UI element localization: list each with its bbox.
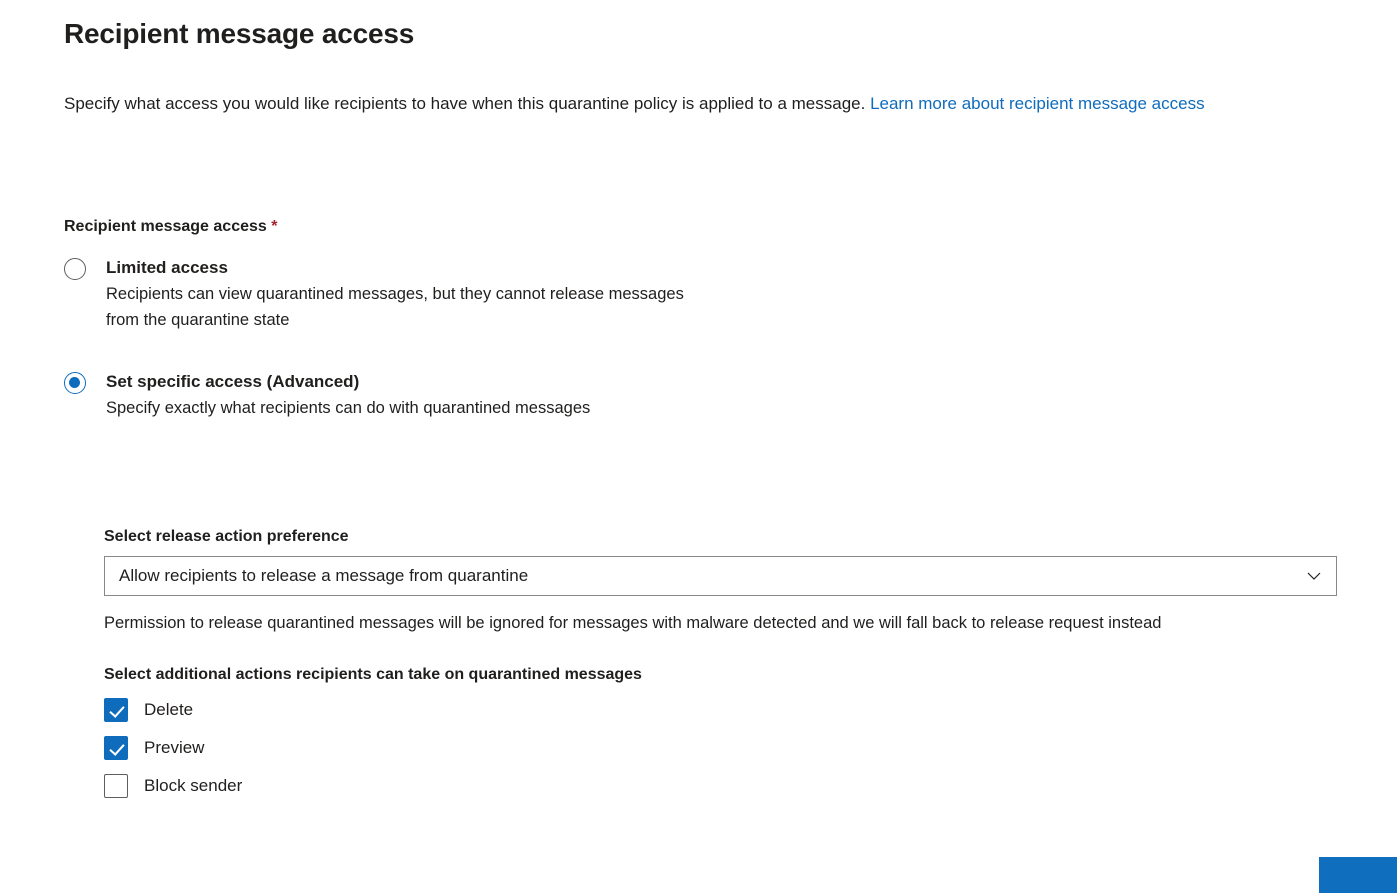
radio-set-specific-access-label[interactable]: Set specific access (Advanced) <box>106 372 360 391</box>
page-title: Recipient message access <box>64 18 415 49</box>
release-action-helper-text: Permission to release quarantined messages will be ignored for messages with malware detected and we will fall back to release request instead <box>104 614 1162 632</box>
required-indicator: * <box>271 218 278 235</box>
checkbox-block-sender[interactable] <box>104 774 128 798</box>
radio-option-limited-access[interactable] <box>64 255 1264 333</box>
radio-set-specific-access-description: Specify exactly what recipients can do with quarantined messages <box>106 399 591 417</box>
additional-actions-label: Select additional actions recipients can take on quarantined messages <box>104 666 642 683</box>
checkbox-row-delete[interactable] <box>104 698 1339 722</box>
checkbox-row-preview[interactable] <box>104 736 1339 760</box>
learn-more-link[interactable]: Learn more about recipient message access <box>870 94 1205 113</box>
recipient-message-access-label <box>64 218 277 236</box>
release-action-label: Select release action preference <box>104 528 349 545</box>
recipient-message-access-radio-group <box>64 255 1264 447</box>
chevron-down-icon <box>1306 568 1322 584</box>
release-action-selected-value: Allow recipients to release a message from quarantine <box>119 566 529 585</box>
radio-limited-access-description-line2: from the quarantine state <box>106 311 290 329</box>
radio-limited-access-indicator[interactable] <box>64 258 86 280</box>
checkbox-preview[interactable] <box>104 736 128 760</box>
radio-limited-access-description-line1: Recipients can view quarantined messages, but they cannot release messages <box>106 285 684 303</box>
checkbox-block-sender-label: Block sender <box>144 776 243 795</box>
intro-paragraph <box>64 90 1339 118</box>
checkbox-delete[interactable] <box>104 698 128 722</box>
radio-option-set-specific-access[interactable] <box>64 369 1264 421</box>
field-label-text: Recipient message access <box>64 218 267 235</box>
checkbox-preview-label: Preview <box>144 738 205 757</box>
intro-text: Specify what access you would like recipients to have when this quarantine policy is applied to a message. <box>64 94 871 113</box>
checkbox-row-block-sender[interactable] <box>104 774 1339 798</box>
primary-action-button[interactable] <box>1319 857 1397 893</box>
release-action-dropdown[interactable] <box>104 556 1337 596</box>
radio-limited-access-label[interactable]: Limited access <box>106 258 228 277</box>
specific-access-options <box>104 528 1339 798</box>
radio-set-specific-access-indicator[interactable] <box>64 372 86 394</box>
checkbox-delete-label: Delete <box>144 700 194 719</box>
